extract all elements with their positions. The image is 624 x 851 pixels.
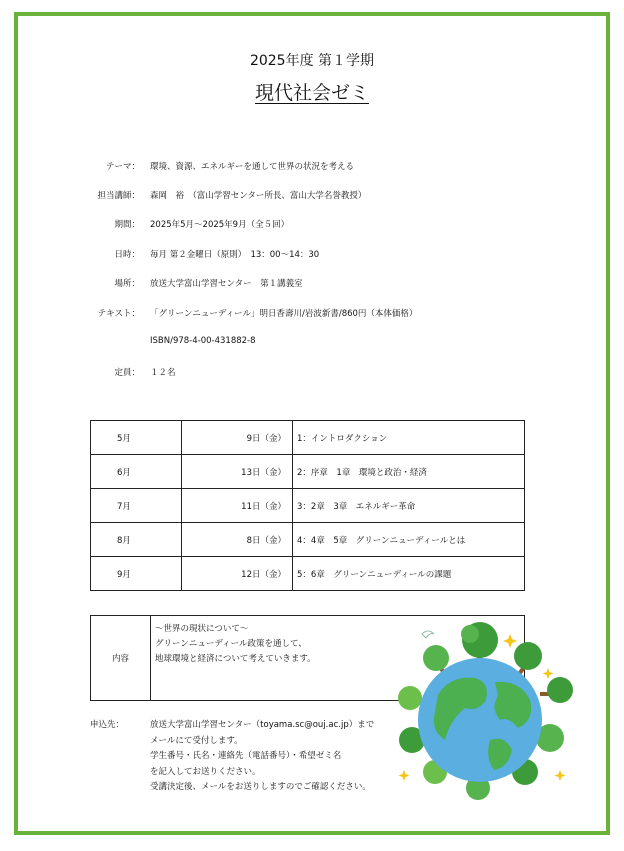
- capacity-label: 定員：: [114, 368, 140, 378]
- session-cell: 5：6章 グリーンニューディールの課題: [293, 557, 525, 591]
- apply-line: を記入してお送りください。: [150, 766, 261, 777]
- place-value: 放送大学富山学習センター 第１講義室: [150, 279, 303, 289]
- year-term: 2025年度 第１学期: [249, 53, 375, 69]
- sparkle-icon: [399, 770, 410, 781]
- tree-icon: [540, 677, 573, 703]
- isbn-value: ISBN/978-4-00-431882-8: [150, 336, 256, 346]
- datetime-label: 日時：: [114, 250, 140, 260]
- page-title: 現代社会ゼミ: [254, 82, 369, 104]
- date-cell: 12日（金）: [182, 557, 293, 591]
- date-cell: 9日（金）: [182, 421, 293, 455]
- period-value: 2025年5月～2025年9月（全５回）: [150, 220, 290, 230]
- table-row: [91, 489, 525, 523]
- apply-line: 受講決定後、メールをお送りしますのでご確認ください。: [150, 782, 371, 792]
- date-cell: 13日（金）: [182, 455, 293, 489]
- content-line: グリーンニューディール政策を通して、: [155, 639, 307, 649]
- content-line: 地球環境と経済について考えていきます。: [155, 654, 316, 664]
- apply-body: [150, 718, 374, 796]
- bird-icon: [422, 631, 434, 638]
- content-line: ～世界の現状について～: [155, 624, 249, 634]
- session-cell: 2：序章 1章 環境と政治・経済: [293, 455, 525, 489]
- month-cell: 8月: [91, 523, 182, 557]
- sparkle-icon: [503, 634, 517, 648]
- sparkle-icon: [543, 668, 554, 679]
- apply-line: 放送大学富山学習センター（toyama.sc@ouj.ac.jp）まで: [150, 720, 375, 730]
- tree-icon: [398, 686, 422, 710]
- session-cell: 1：イントロダクション: [293, 421, 525, 455]
- month-cell: 5月: [91, 421, 182, 455]
- apply-label: 申込先：: [90, 720, 125, 730]
- text-label: テキスト：: [97, 309, 140, 319]
- capacity-value: １２名: [150, 368, 176, 378]
- month-cell: 7月: [91, 489, 182, 523]
- lecturer-value: 森岡 裕 （富山学習センター所長、富山大学名誉教授）: [150, 191, 367, 201]
- session-cell: 3：2章 3章 エネルギー革命: [293, 489, 525, 523]
- content-label: 内容: [91, 616, 151, 701]
- apply-line: メールにて受付します。: [150, 735, 243, 746]
- table-row: [91, 523, 525, 557]
- table-row: [91, 455, 525, 489]
- session-cell: 4：4章 5章 グリーンニューディールとは: [293, 523, 525, 557]
- theme-label: テーマ：: [105, 162, 140, 172]
- earth-illustration: [390, 620, 575, 805]
- place-label: 場所：: [114, 279, 140, 289]
- table-row: [91, 557, 525, 591]
- sparkle-icon: [555, 770, 566, 781]
- date-cell: 8日（金）: [182, 523, 293, 557]
- apply-line: 学生番号・氏名・連絡先（電話番号）・希望ゼミ名: [150, 751, 342, 761]
- month-cell: 6月: [91, 455, 182, 489]
- theme-value: 環境、資源、エネルギーを通して世界の状況を考える: [150, 162, 355, 172]
- schedule-table: [90, 420, 525, 591]
- period-label: 期間：: [114, 220, 140, 230]
- date-cell: 11日（金）: [182, 489, 293, 523]
- table-row: [91, 421, 525, 455]
- lecturer-label: 担当講師：: [97, 191, 140, 201]
- month-cell: 9月: [91, 557, 182, 591]
- text-value: 「グリーンニューディール」明日香壽川/岩波新書/860円（本体価格）: [150, 309, 418, 319]
- datetime-value: 毎月 第２金曜日（原則） 13：00～14：30: [150, 250, 320, 260]
